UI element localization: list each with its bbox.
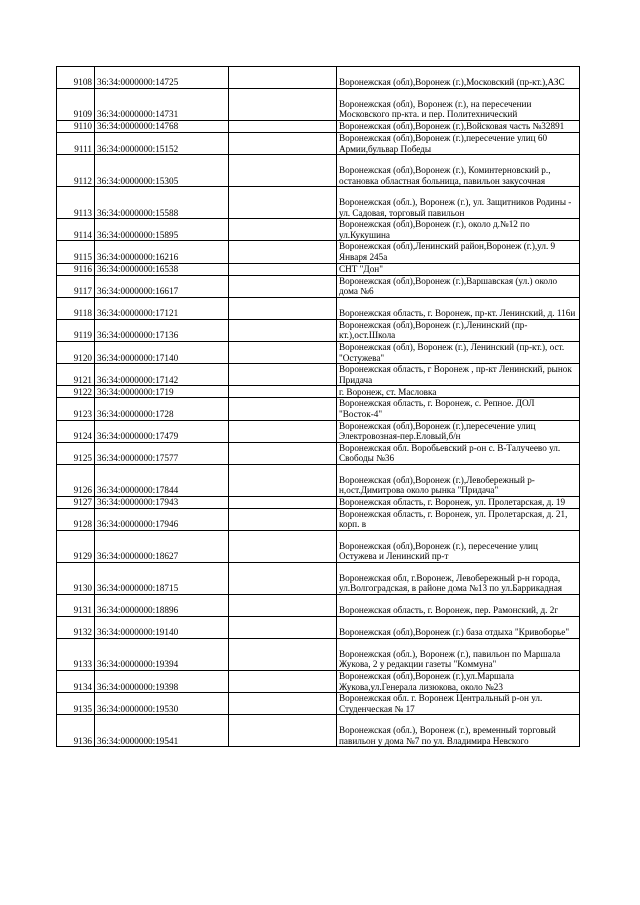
row-number-cell: 9133 [57, 639, 95, 671]
empty-cell [229, 319, 337, 341]
empty-cell [229, 671, 337, 693]
row-number-cell: 9116 [57, 263, 95, 275]
empty-cell [229, 464, 337, 496]
empty-cell [229, 420, 337, 442]
table-row [57, 563, 580, 595]
table-row [57, 639, 580, 671]
table-row [57, 595, 580, 617]
cadastral-number-cell: 36:34:0000000:19541 [95, 715, 229, 747]
row-number-cell: 9111 [57, 133, 95, 155]
cadastral-number-cell: 36:34:0000000:17577 [95, 442, 229, 464]
row-number-cell: 9126 [57, 464, 95, 496]
table-row [57, 121, 580, 133]
cadastral-number-cell: 36:34:0000000:15895 [95, 219, 229, 241]
cadastral-number-cell: 36:34:0000000:14725 [95, 67, 229, 89]
address-cell: Воронежская (обл.), Воронеж (г.), временный торговый павильон у дома №7 по ул. Владимира Невского [337, 715, 580, 747]
cadastral-number-cell: 36:34:0000000:17946 [95, 508, 229, 530]
address-cell: Воронежская (обл),Воронеж (г.),Московский (пр-кт.),АЗС [337, 67, 580, 89]
empty-cell [229, 155, 337, 187]
cadastral-number-cell: 36:34:0000000:19398 [95, 671, 229, 693]
cadastral-number-cell: 36:34:0000000:18715 [95, 563, 229, 595]
row-number-cell: 9121 [57, 364, 95, 386]
table-row [57, 617, 580, 639]
row-number-cell: 9125 [57, 442, 95, 464]
address-cell: Воронежская (обл),Воронеж (г.), Коминтерновский р., остановка областная больница, павильон закусочная [337, 155, 580, 187]
cadastral-number-cell: 36:34:0000000:17136 [95, 319, 229, 341]
empty-cell [229, 693, 337, 715]
table-row [57, 386, 580, 398]
table-row [57, 442, 580, 464]
empty-cell [229, 563, 337, 595]
row-number-cell: 9108 [57, 67, 95, 89]
empty-cell [229, 595, 337, 617]
empty-cell [229, 496, 337, 508]
empty-cell [229, 89, 337, 121]
row-number-cell: 9132 [57, 617, 95, 639]
address-cell: Воронежская (обл), Воронеж (г.), Ленинский (пр-кт.), ост. "Остужева" [337, 341, 580, 363]
cadastral-number-cell: 36:34:0000000:18896 [95, 595, 229, 617]
cadastral-number-cell: 36:34:0000000:14731 [95, 89, 229, 121]
empty-cell [229, 617, 337, 639]
address-cell: Воронежская обл. г. Воронеж Центральный р-он ул. Студенческая № 17 [337, 693, 580, 715]
address-cell: Воронежская (обл),Ленинский район,Воронеж (г.),ул. 9 Января 245а [337, 241, 580, 263]
address-cell: Воронежская (обл),Воронеж (г.),пересечение улиц Электровозная-пер.Еловый,б/н [337, 420, 580, 442]
empty-cell [229, 67, 337, 89]
row-number-cell: 9129 [57, 531, 95, 563]
empty-cell [229, 263, 337, 275]
table-row [57, 364, 580, 386]
address-cell: Воронежская (обл), Воронеж (г.), на пересечении Московского пр-кта. и пер. Политехнический [337, 89, 580, 121]
row-number-cell: 9134 [57, 671, 95, 693]
table-row [57, 319, 580, 341]
row-number-cell: 9118 [57, 297, 95, 319]
empty-cell [229, 297, 337, 319]
address-cell: Воронежская область, г. Воронеж, ул. Пролетарская, д. 19 [337, 496, 580, 508]
table-row [57, 715, 580, 747]
table-row [57, 671, 580, 693]
table-row [57, 133, 580, 155]
cadastral-number-cell: 36:34:0000000:15305 [95, 155, 229, 187]
row-number-cell: 9122 [57, 386, 95, 398]
row-number-cell: 9123 [57, 398, 95, 420]
row-number-cell: 9127 [57, 496, 95, 508]
empty-cell [229, 364, 337, 386]
table-row [57, 398, 580, 420]
table-row [57, 693, 580, 715]
empty-cell [229, 121, 337, 133]
table-row [57, 241, 580, 263]
address-cell: Воронежская (обл.), Воронеж (г.), ул. Защитников Родины - ул. Садовая, торговый павильон [337, 187, 580, 219]
empty-cell [229, 133, 337, 155]
address-cell: Воронежская обл, г.Воронеж, Левобережный р-н города, ул.Волгоградская, в районе дома №13 по ул.Баррикадная [337, 563, 580, 595]
table-row [57, 508, 580, 530]
address-cell: Воронежская область, г Воронеж , пр-кт Ленинский, рынок Придача [337, 364, 580, 386]
address-cell: Воронежская (обл),Воронеж (г.), пересечение улиц Остужева и Ленинский пр-т [337, 531, 580, 563]
row-number-cell: 9128 [57, 508, 95, 530]
table-row [57, 187, 580, 219]
row-number-cell: 9135 [57, 693, 95, 715]
address-cell: Воронежская область, г. Воронеж, ул. Пролетарская, д. 21, корп. в [337, 508, 580, 530]
address-cell: г. Воронеж, ст. Масловка [337, 386, 580, 398]
address-cell: Воронежская (обл),Воронеж (г.),Левобережный р-н,ост.Димитрова около рынка "Придача" [337, 464, 580, 496]
address-cell: Воронежская область, г. Воронеж, пер. Рамонский, д. 2г [337, 595, 580, 617]
empty-cell [229, 275, 337, 297]
row-number-cell: 9113 [57, 187, 95, 219]
row-number-cell: 9117 [57, 275, 95, 297]
cadastral-number-cell: 36:34:0000000:1728 [95, 398, 229, 420]
cadastral-number-cell: 36:34:0000000:17479 [95, 420, 229, 442]
row-number-cell: 9115 [57, 241, 95, 263]
cadastral-number-cell: 36:34:0000000:17121 [95, 297, 229, 319]
row-number-cell: 9136 [57, 715, 95, 747]
table-row [57, 341, 580, 363]
address-cell: Воронежская (обл),Воронеж (г.), около д.№12 по ул.Кукушина [337, 219, 580, 241]
cadastral-number-cell: 36:34:0000000:19140 [95, 617, 229, 639]
address-cell: Воронежская (обл.), Воронеж (г.), павильон по Маршала Жукова, 2 у редакции газеты "Коммуна" [337, 639, 580, 671]
empty-cell [229, 442, 337, 464]
address-cell: Воронежская (обл),Воронеж (г.),Войсковая часть №32891 [337, 121, 580, 133]
table-row [57, 219, 580, 241]
address-cell: Воронежская (обл),Воронеж (г.),Ленинский (пр-кт.),ост.Школа [337, 319, 580, 341]
table-row [57, 89, 580, 121]
cadastral-number-cell: 36:34:0000000:17142 [95, 364, 229, 386]
row-number-cell: 9124 [57, 420, 95, 442]
empty-cell [229, 715, 337, 747]
empty-cell [229, 531, 337, 563]
row-number-cell: 9112 [57, 155, 95, 187]
empty-cell [229, 639, 337, 671]
address-cell: СНТ "Дон" [337, 263, 580, 275]
registry-table-body [57, 67, 580, 747]
row-number-cell: 9119 [57, 319, 95, 341]
table-row [57, 420, 580, 442]
table-row [57, 263, 580, 275]
table-row [57, 297, 580, 319]
address-cell: Воронежская (обл),Воронеж (г.) база отдыха "Кривоборье" [337, 617, 580, 639]
cadastral-number-cell: 36:34:0000000:16538 [95, 263, 229, 275]
address-cell: Воронежская обл. Воробьевский р-он с. В-Талучеево ул. Свободы №36 [337, 442, 580, 464]
cadastral-number-cell: 36:34:0000000:16617 [95, 275, 229, 297]
row-number-cell: 9114 [57, 219, 95, 241]
empty-cell [229, 219, 337, 241]
cadastral-number-cell: 36:34:0000000:16216 [95, 241, 229, 263]
table-row [57, 155, 580, 187]
address-cell: Воронежская (обл),Воронеж (г.),Варшавская (ул.) около дома №6 [337, 275, 580, 297]
empty-cell [229, 398, 337, 420]
cadastral-number-cell: 36:34:0000000:17140 [95, 341, 229, 363]
table-row [57, 496, 580, 508]
row-number-cell: 9109 [57, 89, 95, 121]
address-cell: Воронежская (обл),Воронеж (г.),ул.Маршала Жукова,ул.Генерала лизюкова, около №23 [337, 671, 580, 693]
address-cell: Воронежская (обл),Воронеж (г.),пересечение улиц 60 Армии,бульвар Победы [337, 133, 580, 155]
table-row [57, 275, 580, 297]
table-row [57, 464, 580, 496]
address-cell: Воронежская область, г. Воронеж, пр-кт. Ленинский, д. 116и [337, 297, 580, 319]
cadastral-number-cell: 36:34:0000000:1719 [95, 386, 229, 398]
cadastral-number-cell: 36:34:0000000:17943 [95, 496, 229, 508]
cadastral-number-cell: 36:34:0000000:15588 [95, 187, 229, 219]
empty-cell [229, 187, 337, 219]
row-number-cell: 9131 [57, 595, 95, 617]
empty-cell [229, 341, 337, 363]
cadastral-number-cell: 36:34:0000000:19394 [95, 639, 229, 671]
table-row [57, 531, 580, 563]
cadastral-number-cell: 36:34:0000000:15152 [95, 133, 229, 155]
empty-cell [229, 386, 337, 398]
empty-cell [229, 241, 337, 263]
row-number-cell: 9110 [57, 121, 95, 133]
row-number-cell: 9120 [57, 341, 95, 363]
registry-table [56, 66, 580, 747]
address-cell: Воронежская область, г. Воронеж, с. Репное. ДОЛ "Восток-4" [337, 398, 580, 420]
cadastral-number-cell: 36:34:0000000:17844 [95, 464, 229, 496]
cadastral-number-cell: 36:34:0000000:18627 [95, 531, 229, 563]
empty-cell [229, 508, 337, 530]
table-row [57, 67, 580, 89]
cadastral-number-cell: 36:34:0000000:19530 [95, 693, 229, 715]
cadastral-number-cell: 36:34:0000000:14768 [95, 121, 229, 133]
row-number-cell: 9130 [57, 563, 95, 595]
